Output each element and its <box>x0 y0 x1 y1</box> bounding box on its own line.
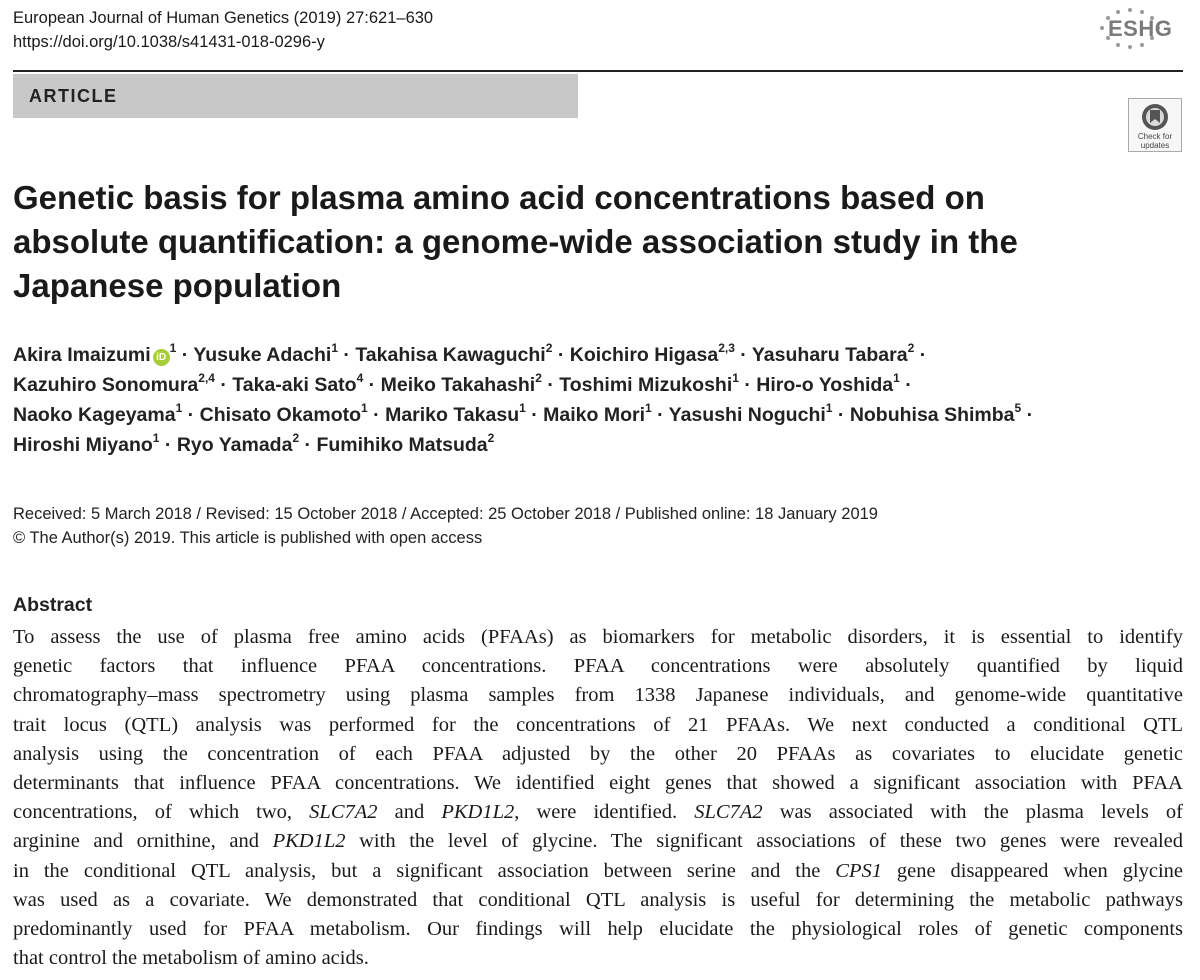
gene-name: PKD1L2 <box>272 830 346 853</box>
abstract-heading: Abstract <box>13 594 93 616</box>
abstract-line <box>13 769 1183 798</box>
abstract-line-text <box>13 684 1183 706</box>
copyright-line: © The Author(s) 2019. This article is published with open access <box>13 529 483 547</box>
affiliation-superscript: 5 <box>1014 401 1022 415</box>
affiliation-superscript: 1 <box>644 401 652 415</box>
author-name[interactable]: Kazuhiro Sonomura <box>13 374 199 396</box>
affiliation-superscript: 2 <box>907 341 915 355</box>
author-separator: · <box>525 404 544 426</box>
abstract-line-text <box>13 918 1183 940</box>
abstract-line <box>13 857 1183 886</box>
author-line <box>13 340 1188 370</box>
abstract-line <box>13 652 1183 681</box>
check-for-updates-icon <box>1141 103 1169 131</box>
author-separator: · <box>1021 404 1034 426</box>
author-separator: · <box>541 374 560 396</box>
author-separator: · <box>738 374 757 396</box>
check-for-updates-line1: Check for <box>1137 132 1173 141</box>
affiliation-superscript: 2 <box>535 371 542 385</box>
author-name[interactable]: Mariko Takasu <box>385 404 520 426</box>
author-line <box>13 430 1188 460</box>
author-separator: · <box>363 374 381 396</box>
publication-dates <box>13 502 878 550</box>
gene-name: PKD1L2 <box>441 801 515 824</box>
abstract-text: in the conditional QTL analysis, but a significant association between serine and the <box>13 859 836 882</box>
author-separator: · <box>832 404 850 426</box>
author-separator: · <box>914 344 927 366</box>
author-separator: · <box>214 374 233 396</box>
affiliation-superscript: 2 <box>545 341 553 355</box>
author-separator: · <box>651 404 669 426</box>
author-line <box>13 400 1188 430</box>
author-separator: · <box>159 434 177 456</box>
header-rule <box>13 70 1183 72</box>
author-name[interactable]: Yasushi Noguchi <box>668 404 826 426</box>
affiliation-superscript: 1 <box>519 401 526 415</box>
abstract-line-text <box>13 655 1183 677</box>
abstract-line <box>13 711 1183 740</box>
abstract-line-text <box>13 801 1183 823</box>
author-separator: · <box>176 344 194 366</box>
author-name[interactable]: Taka-aki Sato <box>232 374 357 396</box>
affiliation-superscript: 2,3 <box>718 341 735 355</box>
dates-line: Received: 5 March 2018 / Revised: 15 October 2018 / Accepted: 25 October 2018 / Published online: 18 January 2019 <box>13 505 878 523</box>
abstract-line-text <box>13 626 1183 648</box>
article-type-label: ARTICLE <box>29 85 118 106</box>
abstract-text: gene disappeared when glycine <box>881 859 1183 882</box>
author-separator: · <box>552 344 570 366</box>
gene-name: CPS1 <box>835 859 882 882</box>
title-line: Japanese population <box>13 267 342 304</box>
abstract-line-text <box>13 772 1183 794</box>
abstract-text: arginine and ornithine, and <box>13 830 273 853</box>
author-name[interactable]: Hiroshi Miyano <box>13 434 153 456</box>
abstract-text: To assess the use of plasma free amino acids (PFAAs) as biomarkers for metabolic disorders, it is essential to identify <box>13 626 1183 648</box>
author-name[interactable]: Nobuhisa Shimba <box>849 404 1015 426</box>
abstract-text: genetic factors that influence PFAA concentrations. PFAA concentrations were absolutely quantified by liquid <box>13 655 1183 678</box>
journal-citation: European Journal of Human Genetics (2019) 27:621–630 <box>13 9 434 27</box>
author-name[interactable]: Chisato Okamoto <box>199 404 362 426</box>
abstract-text: was used as a covariate. We demonstrated that conditional QTL analysis is useful for determining the metabolic pathways <box>13 888 1183 911</box>
gene-name: SLC7A2 <box>309 801 378 824</box>
author-name[interactable]: Hiro-o Yoshida <box>756 374 894 396</box>
author-separator: · <box>182 404 200 426</box>
abstract-line <box>13 944 1183 973</box>
title-line: Genetic basis for plasma amino acid concentrations based on <box>13 179 985 216</box>
affiliation-superscript: 1 <box>732 371 739 385</box>
author-name[interactable]: Yasuharu Tabara <box>751 344 908 366</box>
affiliation-superscript: 2 <box>292 431 300 445</box>
author-name[interactable]: Naoko Kageyama <box>13 404 176 426</box>
affiliation-superscript: 2,4 <box>198 371 215 385</box>
affiliation-superscript: 2 <box>487 431 495 445</box>
abstract-text: was associated with the plasma levels of <box>762 801 1183 824</box>
abstract-text: , were identified. <box>514 801 695 824</box>
author-name[interactable]: Akira Imaizumi <box>13 344 151 366</box>
affiliation-superscript: 4 <box>356 371 364 385</box>
abstract-body <box>13 623 1183 973</box>
abstract-line <box>13 798 1183 827</box>
abstract-line-text <box>13 889 1183 911</box>
affiliation-superscript: 1 <box>175 401 183 415</box>
title-line: absolute quantification: a genome-wide association study in the <box>13 223 1018 260</box>
abstract-line <box>13 681 1183 710</box>
affiliation-superscript: 1 <box>825 401 833 415</box>
author-name[interactable]: Yusuke Adachi <box>193 344 332 366</box>
gene-name: SLC7A2 <box>694 801 763 824</box>
article-title <box>13 176 1183 308</box>
author-separator: · <box>338 344 356 366</box>
orcid-icon[interactable]: iD <box>153 349 170 366</box>
author-name[interactable]: Meiko Takahashi <box>380 374 536 396</box>
abstract-text: chromatography–mass spectrometry using plasma samples from 1338 Japanese individuals, and genome-wide quantitative <box>13 684 1183 707</box>
article-type-bar <box>13 74 578 118</box>
abstract-text: and <box>377 801 442 824</box>
author-separator: · <box>899 374 912 396</box>
abstract-text: analysis using the concentration of each PFAA adjusted by the other 20 PFAAs as covariates to elucidate genetic <box>13 742 1183 765</box>
affiliation-superscript: 1 <box>361 401 368 415</box>
eshg-logo <box>1080 6 1180 50</box>
abstract-text: predominantly used for PFAA metabolism. Our findings will help elucidate the physiological roles of genetic components <box>13 917 1183 940</box>
author-list <box>13 340 1188 460</box>
abstract-text: that control the metabolism of amino acids. <box>13 947 369 970</box>
author-separator: · <box>299 434 317 456</box>
abstract-text: concentrations, of which two, <box>13 801 310 824</box>
affiliation-superscript: 1 <box>152 431 160 445</box>
affiliation-superscript: 1 <box>169 341 177 355</box>
author-name[interactable]: Takahisa Kawaguchi <box>355 344 546 366</box>
abstract-text: determinants that influence PFAA concentrations. We identified eight genes that showed a significant association with PFAA <box>13 771 1183 794</box>
journal-header <box>13 6 433 54</box>
abstract-line-text <box>13 743 1183 765</box>
abstract-line-text <box>13 714 1183 736</box>
check-for-updates-label <box>1138 132 1172 150</box>
check-for-updates-line2: updates <box>1140 141 1170 150</box>
abstract-line-text <box>13 947 369 969</box>
abstract-line <box>13 915 1183 944</box>
abstract-line-text <box>13 860 1183 882</box>
abstract-line <box>13 623 1183 652</box>
abstract-text: with the level of glycine. The significant associations of these two genes were revealed <box>345 830 1183 853</box>
affiliation-superscript: 1 <box>331 341 338 355</box>
abstract-line <box>13 886 1183 915</box>
author-name[interactable]: Toshimi Mizukoshi <box>559 374 733 396</box>
doi-link[interactable]: https://doi.org/10.1038/s41431-018-0296-y <box>13 33 325 51</box>
abstract-text: trait locus (QTL) analysis was performed for the concentrations of 21 PFAAs. We next conducted a conditional QTL <box>13 713 1183 736</box>
author-name[interactable]: Koichiro Higasa <box>569 344 719 366</box>
check-for-updates-button[interactable] <box>1128 98 1182 152</box>
abstract-line-text <box>13 830 1183 852</box>
author-separator: · <box>734 344 752 366</box>
author-name[interactable]: Fumihiko Matsuda <box>316 434 488 456</box>
abstract-line <box>13 740 1183 769</box>
author-line <box>13 370 1188 400</box>
abstract-line <box>13 827 1183 856</box>
author-name[interactable]: Ryo Yamada <box>176 434 293 456</box>
affiliation-superscript: 1 <box>893 371 900 385</box>
eshg-wordmark: ESHG <box>1108 16 1173 41</box>
author-separator: · <box>367 404 386 426</box>
author-name[interactable]: Maiko Mori <box>543 404 645 426</box>
